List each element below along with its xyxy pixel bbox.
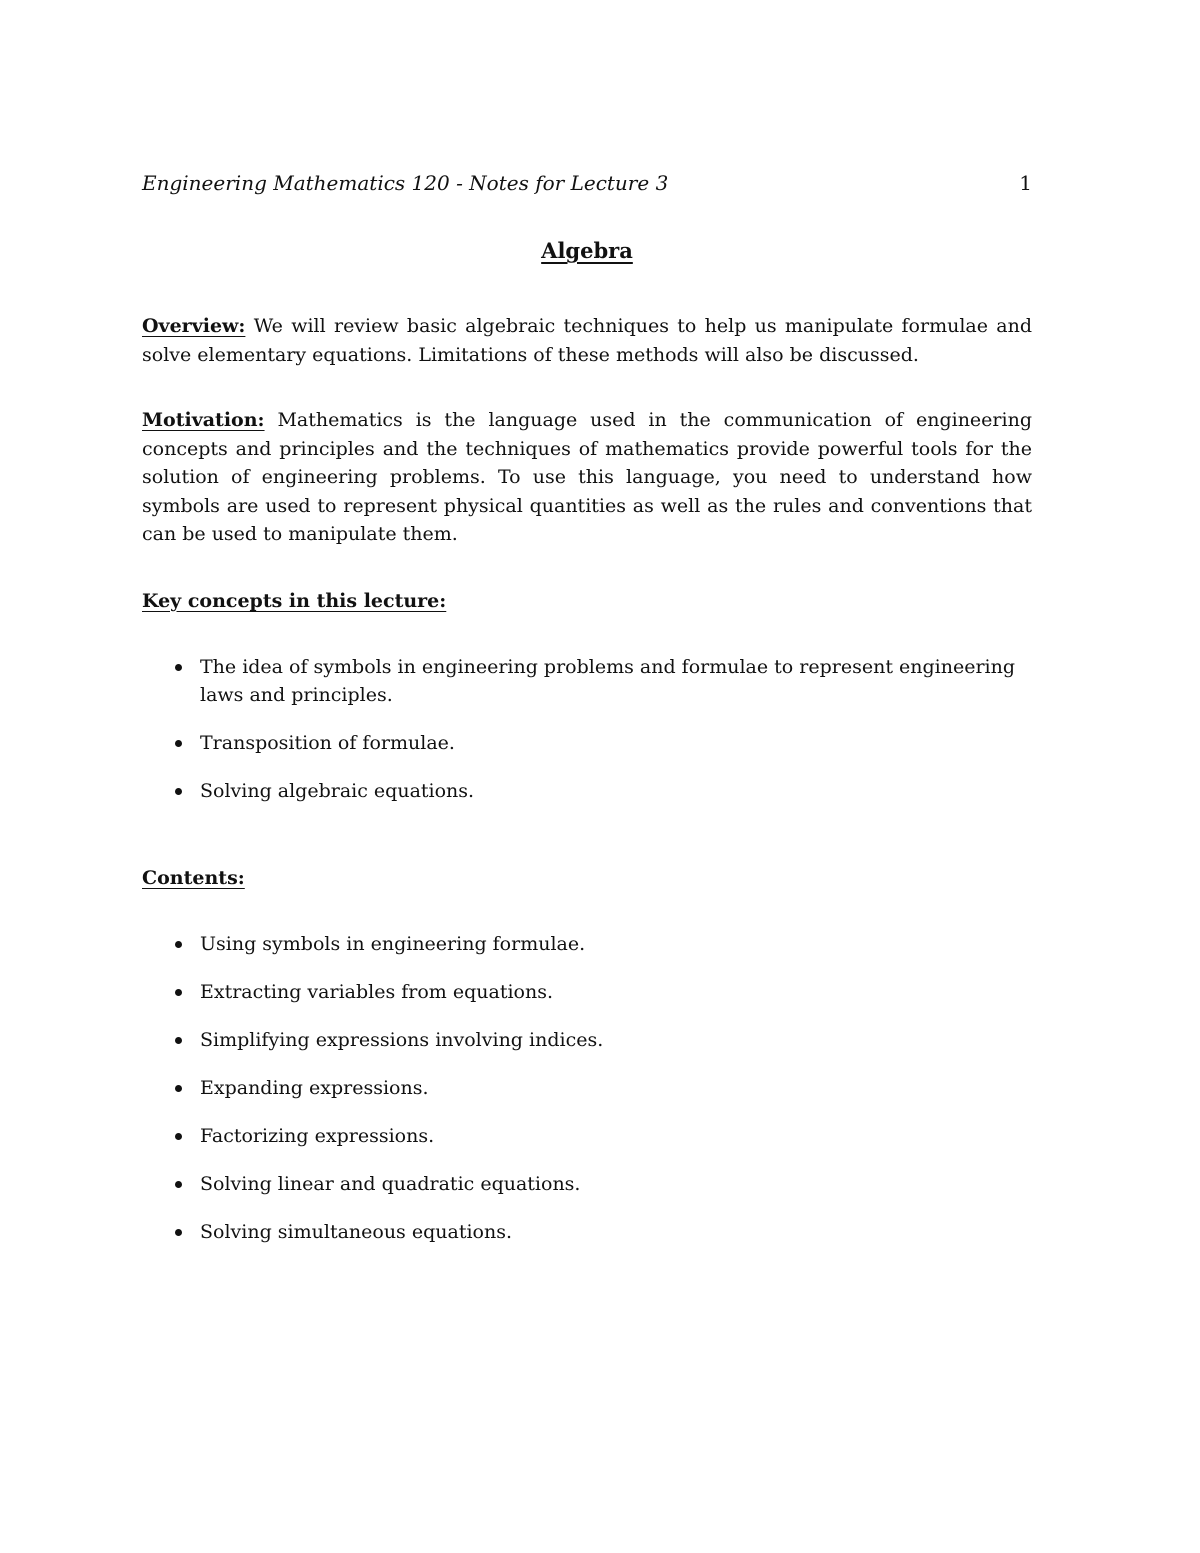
bullet-icon <box>175 788 182 795</box>
motivation-text: Mathematics is the language used in the communication of engineering concepts and principles and the techniques of mathematics provide powerful tools for the solution of engineering problems. To use this language, you need to understand how symbols are used to represent physical quantities as well as the rules and conventions that can be used to manipulate them. <box>142 409 1032 545</box>
bullet-icon <box>175 1037 182 1044</box>
running-header <box>142 168 1032 198</box>
list-item <box>142 1026 1032 1055</box>
list-item-text: Transposition of formulae. <box>200 732 455 754</box>
list-item <box>142 978 1032 1007</box>
list-item <box>142 1218 1032 1247</box>
list-item <box>142 930 1032 959</box>
list-item-text: Simplifying expressions involving indices. <box>200 1028 604 1051</box>
bullet-icon <box>175 989 182 996</box>
list-item-text: Extracting variables from equations. <box>200 980 554 1003</box>
running-title: Engineering Mathematics 120 - Notes for Lecture 3 <box>142 171 669 195</box>
bullet-icon <box>175 664 182 671</box>
document-title-text: Algebra <box>541 238 633 263</box>
motivation-label: Motivation: <box>142 409 265 431</box>
key-concepts-heading-text: Key concepts in this lecture: <box>142 589 447 612</box>
bullet-icon <box>175 740 182 747</box>
key-concepts-heading <box>142 587 1032 615</box>
contents-list <box>142 930 1032 1247</box>
overview-paragraph <box>142 312 1032 369</box>
list-item <box>142 729 1032 758</box>
list-item-text: Solving algebraic equations. <box>200 780 475 802</box>
contents-heading-text: Contents: <box>142 866 245 889</box>
overview-text: We will review basic algebraic techniques to help us manipulate formulae and solve elementary equations. Limitations of these methods will also be discussed. <box>142 315 1032 366</box>
bullet-icon <box>175 1229 182 1236</box>
key-concepts-list <box>142 653 1032 806</box>
contents-heading <box>142 864 1032 892</box>
list-item-text: Solving simultaneous equations. <box>200 1220 512 1243</box>
bullet-icon <box>175 1181 182 1188</box>
list-item <box>142 1122 1032 1151</box>
list-item <box>142 777 1032 806</box>
list-item <box>142 653 1032 710</box>
list-item-text: Expanding expressions. <box>200 1076 429 1099</box>
list-item-text: Using symbols in engineering formulae. <box>200 932 586 955</box>
motivation-paragraph <box>142 406 1032 549</box>
overview-label: Overview: <box>142 315 246 337</box>
page-number: 1 <box>1019 171 1032 195</box>
list-item <box>142 1170 1032 1199</box>
list-item-text: The idea of symbols in engineering problems and formulae to represent engineering laws and principles. <box>200 655 1015 706</box>
list-item-text: Solving linear and quadratic equations. <box>200 1172 581 1195</box>
document-title <box>142 236 1032 266</box>
bullet-icon <box>175 1133 182 1140</box>
document-page <box>142 168 1032 1246</box>
bullet-icon <box>175 941 182 948</box>
list-item-text: Factorizing expressions. <box>200 1124 435 1147</box>
list-item <box>142 1074 1032 1103</box>
bullet-icon <box>175 1085 182 1092</box>
